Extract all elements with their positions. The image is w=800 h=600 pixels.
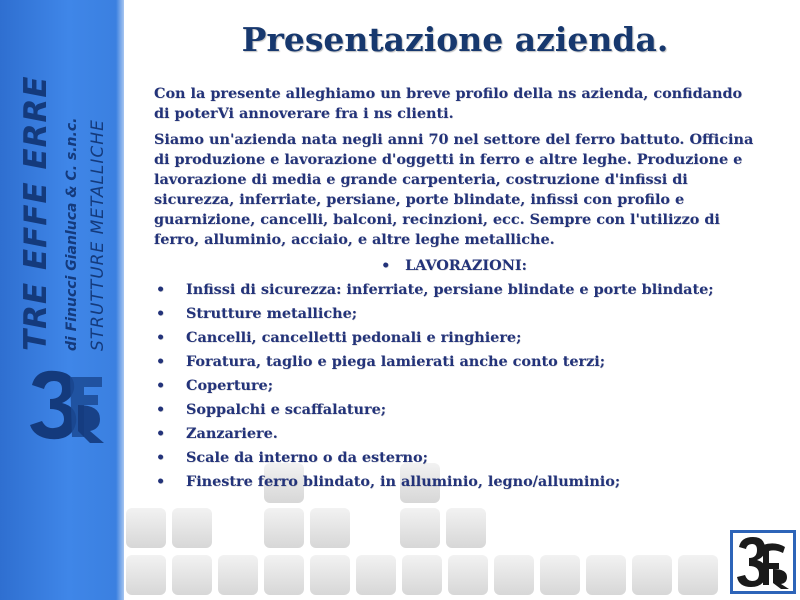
tre-effe-erre-small-logo-icon — [733, 533, 793, 591]
list-item-label: Coperture; — [186, 377, 274, 394]
bullet-icon: • — [156, 473, 166, 490]
list-item — [154, 280, 754, 300]
list-item — [154, 328, 754, 348]
bullet-icon: • — [156, 377, 166, 394]
bullet-icon: • — [156, 281, 166, 298]
history-paragraph: Siamo un'azienda nata negli anni 70 nel settore del ferro battuto. Officina di produzione e lavorazione d'oggetti in ferro e altre leghe. Produzione e lavorazione di media e grande carpenteria, costruzione d'infissi di sicurezza, inferriate, persiane, porte blindate, infissi con profilo e guarnizione, cancelli, balconi, recinzioni, ecc. Sempre con l'utilizzo di ferro, alluminio, acciaio, e altre leghe metalliche. — [154, 131, 754, 248]
list-item-label: Scale da interno o da esterno; — [186, 449, 428, 466]
list-item — [154, 400, 754, 420]
company-owner: di Finucci Gianluca & C. s.n.c. — [64, 117, 80, 351]
brand-sidebar — [0, 0, 124, 600]
list-item-label: Soppalchi e scaffalature; — [186, 401, 387, 418]
list-item-label: Strutture metalliche; — [186, 305, 358, 322]
list-item — [154, 352, 754, 372]
list-item — [154, 304, 754, 324]
company-presentation — [154, 84, 754, 496]
list-item-label: Infissi di sicurezza: inferriate, persiane blindate e porte blindate; — [186, 281, 714, 298]
company-name: TRE EFFE ERRE — [18, 75, 54, 351]
company-tagline: STRUTTURE METALLICHE — [88, 119, 108, 351]
list-item-label: Finestre ferro blindato, in alluminio, legno/alluminio; — [186, 473, 621, 490]
list-item — [154, 472, 754, 492]
bullet-icon: • — [381, 257, 391, 274]
list-item — [154, 424, 754, 444]
lavorazioni-list — [154, 280, 754, 492]
intro-paragraph: Con la presente alleghiamo un breve profilo della ns azienda, confidando di poterVi annoverare fra i ns clienti. — [154, 85, 743, 122]
bullet-icon: • — [156, 329, 166, 346]
list-item — [154, 448, 754, 468]
list-item-label: Cancelli, cancelletti pedonali e ringhiere; — [186, 329, 522, 346]
lavorazioni-heading — [154, 256, 754, 276]
lavorazioni-heading-label: LAVORAZIONI: — [405, 257, 527, 274]
bullet-icon: • — [156, 449, 166, 466]
bullet-icon: • — [156, 353, 166, 370]
brand-vertical-lettering — [8, 75, 112, 385]
bullet-icon: • — [156, 401, 166, 418]
page-title: Presentazione azienda. — [241, 20, 669, 59]
bullet-icon: • — [156, 305, 166, 322]
corner-logo — [730, 530, 796, 594]
list-item-label: Foratura, taglio e piega lamierati anche conto terzi; — [186, 353, 606, 370]
list-item — [154, 376, 754, 396]
list-item-label: Zanzariere. — [186, 425, 278, 442]
tre-effe-erre-logo-icon — [26, 365, 108, 445]
bullet-icon: • — [156, 425, 166, 442]
